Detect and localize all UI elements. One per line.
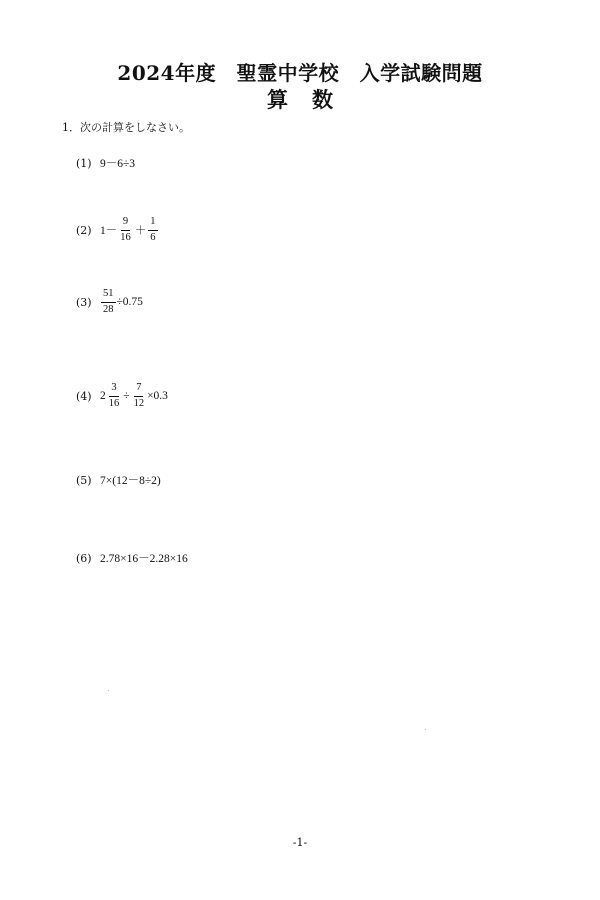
problem-expression (100, 383, 168, 409)
numerator: 3 (109, 383, 118, 397)
numerator: 1 (148, 217, 157, 231)
problem-3 (76, 289, 143, 315)
problem-5 (76, 472, 161, 488)
problem-2 (76, 217, 159, 243)
problem-label: (2) (76, 223, 92, 237)
problem-label: (6) (76, 551, 92, 565)
subject-heading: 算数 (267, 87, 357, 112)
denominator: 16 (108, 397, 120, 409)
page-number: -1- (292, 836, 308, 849)
numerator: 9 (121, 217, 130, 231)
fraction (132, 383, 147, 409)
problem-1 (76, 155, 135, 171)
problem-expression (100, 289, 143, 315)
denominator: 12 (133, 397, 145, 409)
fraction (148, 217, 157, 243)
numerator: 7 (134, 383, 143, 397)
problem-label: (1) (76, 156, 92, 170)
numerator: 51 (101, 289, 116, 303)
problem-6 (76, 550, 188, 566)
exam-title: 2024年度 聖霊中学校 入学試験問題 (117, 61, 483, 85)
problem-expression: 2.78×16－2.28×16 (100, 553, 188, 565)
trailing-term: ×0.3 (147, 390, 168, 402)
denominator: 6 (150, 231, 156, 243)
problem-expression (100, 217, 159, 243)
operator: ＋ (134, 225, 147, 237)
problem-expression: 9－6÷3 (100, 158, 136, 170)
fraction (107, 383, 122, 409)
scan-speck (425, 729, 426, 730)
denominator: 16 (120, 231, 131, 243)
question-instruction: 1．次の計算をしなさい。 (62, 121, 190, 134)
problem-label: (4) (76, 389, 92, 403)
operator: ÷ (123, 390, 130, 402)
problem-label: (3) (76, 295, 92, 309)
scan-speck (108, 690, 109, 691)
leading-term: 1－ (100, 225, 118, 237)
fraction (101, 289, 116, 315)
trailing-term: ÷0.75 (116, 296, 143, 308)
fraction (118, 217, 133, 243)
denominator: 28 (103, 303, 114, 315)
problem-label: (5) (76, 473, 92, 487)
problem-4 (76, 383, 168, 409)
problem-expression: 7×(12－8÷2) (100, 475, 161, 487)
whole-number: 2 (100, 390, 106, 402)
